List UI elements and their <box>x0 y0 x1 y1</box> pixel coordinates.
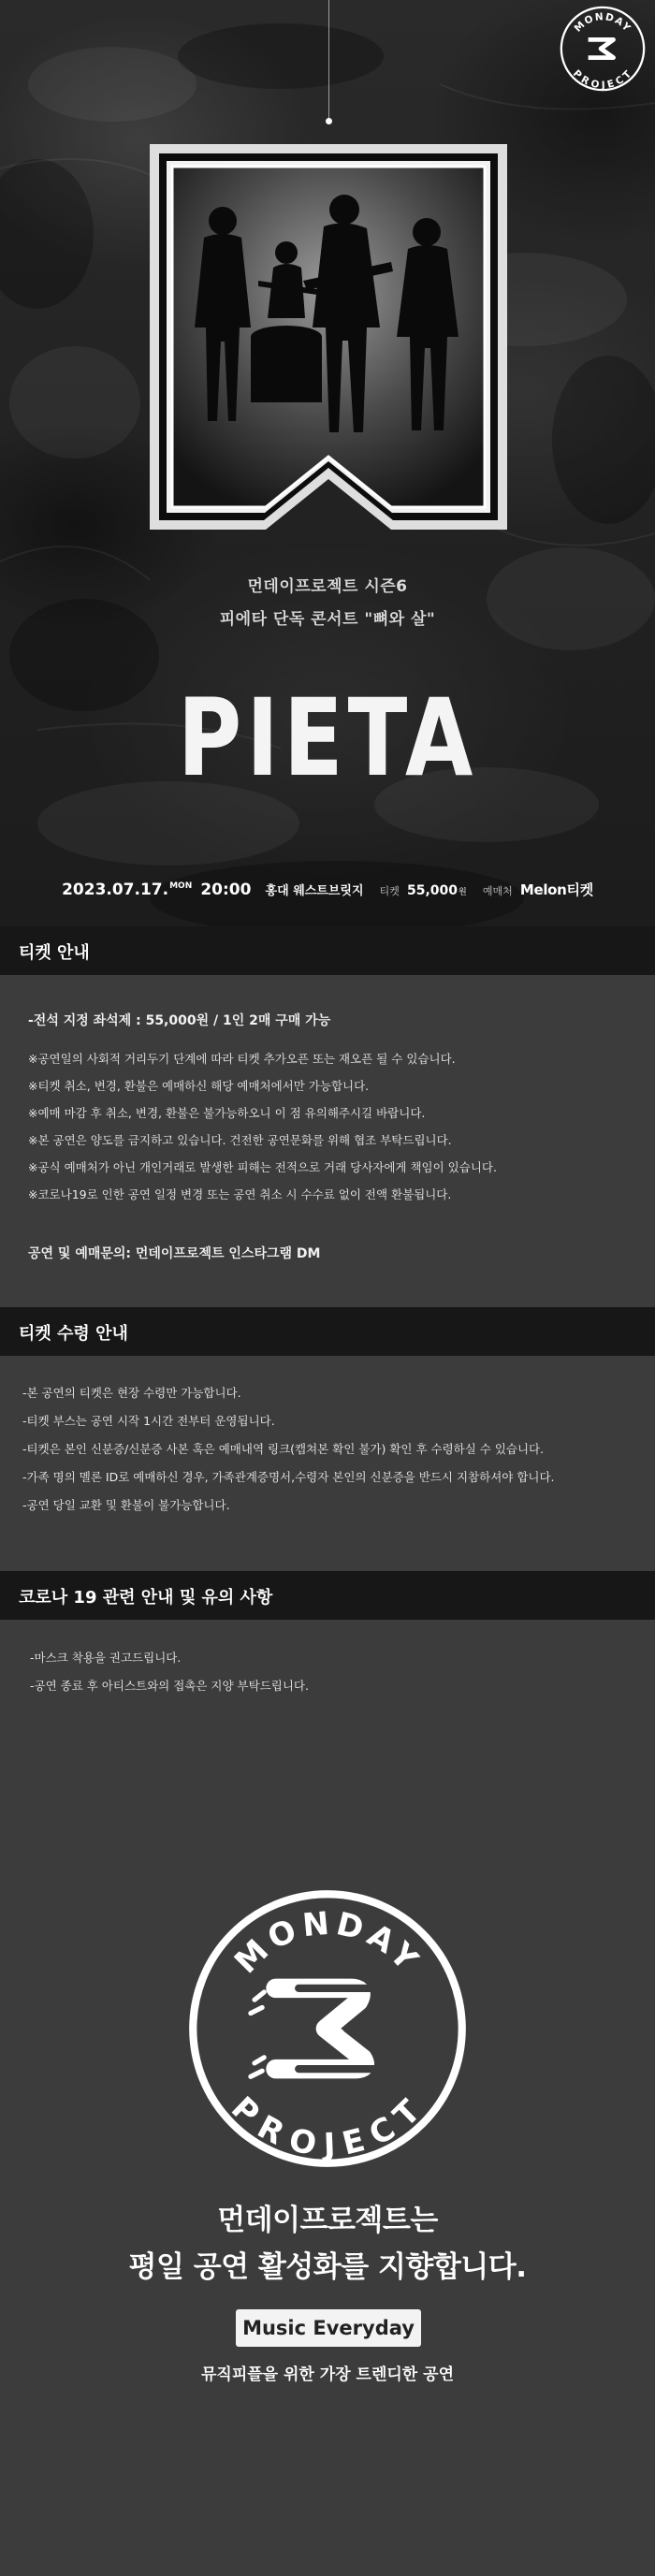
event-venue: 홍대 웨스트브릿지 <box>265 884 364 898</box>
footer-headline-2: 평일 공연 활성화를 지향합니다. <box>128 2250 527 2284</box>
notice-line: ※공연일의 사회적 거리두기 단계에 따라 티켓 추가오픈 또는 재오픈 될 수 있습니다. <box>28 1052 456 1066</box>
event-date: 2023.07.17. <box>62 880 169 899</box>
sigma-legs-mark <box>251 1988 386 2076</box>
covid-line: -마스크 착용을 권고드립니다. <box>30 1651 182 1665</box>
hero-banner <box>0 0 655 926</box>
ticket-price: 55,000 <box>407 883 458 898</box>
event-info-bar <box>0 880 655 899</box>
notice-line: ※예매 마감 후 취소, 변경, 환불은 불가능하오니 이 점 유의해주시길 바랍니다. <box>28 1106 426 1120</box>
event-day: MON <box>169 881 193 891</box>
ticket-label: 티켓 <box>379 885 400 897</box>
badge-bottom-text: PROJECT <box>570 67 635 92</box>
hero-subtitle-season: 먼데이프로젝트 시즌6 <box>247 577 408 596</box>
price-unit: 원 <box>458 888 467 897</box>
m-frame-photo <box>146 140 511 533</box>
logo-top-text: MONDAY <box>226 1904 429 1981</box>
seller-label: 예매처 <box>482 885 513 897</box>
pickup-line: -공연 당일 교환 및 환불이 불가능합니다. <box>22 1498 230 1512</box>
sigma-mark <box>589 39 614 57</box>
footer-headline-1: 먼데이프로젝트는 <box>217 2204 438 2237</box>
monday-project-logo <box>183 1885 472 2173</box>
music-everyday-tag: Music Everyday <box>236 2309 421 2347</box>
logo-bottom-text: PROJECT <box>224 2089 431 2164</box>
hanging-dot <box>326 118 332 124</box>
event-time: 20:00 <box>200 880 252 899</box>
notice-line: ※공식 예매처가 아닌 개인거래로 발생한 피해는 전적으로 거래 당사자에게 책임이 있습니다. <box>28 1160 497 1174</box>
svg-text:PROJECT <box>571 68 634 92</box>
seat-price-line: -전석 지정 좌석제 : 55,000원 / 1인 2매 구매 가능 <box>28 1013 331 1028</box>
svg-text:MONDAY <box>573 11 633 35</box>
section-title: 코로나 19 관련 안내 및 유의 사항 <box>19 1588 273 1608</box>
contact-line: 공연 및 예매문의: 먼데이프로젝트 인스타그램 DM <box>28 1246 321 1261</box>
pickup-line: -티켓 부스는 공연 시작 1시간 전부터 운영됩니다. <box>22 1414 275 1428</box>
section-ticket-pickup-header <box>0 1307 655 1356</box>
seller-name: Melon티켓 <box>519 881 593 898</box>
badge-top-text: MONDAY <box>572 10 633 35</box>
notice-line: ※티켓 취소, 변경, 환불은 예매하신 해당 예매처에서만 가능합니다. <box>28 1079 370 1093</box>
svg-text:PROJECT <box>225 2089 430 2163</box>
covid-line: -공연 종료 후 아티스트와의 접촉은 지양 부탁드립니다. <box>30 1679 309 1693</box>
pickup-line: -티켓은 본인 신분증/신분증 사본 혹은 예매내역 링크(캡쳐본 확인 불가) 확인 후 수령하실 수 있습니다. <box>22 1442 545 1456</box>
monday-project-badge <box>558 4 648 94</box>
notice-line: ※코로나19로 인한 공연 일정 변경 또는 공연 취소 시 수수료 없이 전액 환불됩니다. <box>28 1187 452 1201</box>
section-title: 티켓 안내 <box>19 943 90 963</box>
footer-tagline: 뮤직피플을 위한 가장 트렌디한 공연 <box>200 2365 454 2384</box>
section-title: 티켓 수령 안내 <box>19 1324 128 1344</box>
pickup-line: -가족 명의 멜론 ID로 예매하신 경우, 가족관계증명서,수령자 본인의 신분증을 반드시 지참하셔야 합니다. <box>22 1470 555 1484</box>
hanging-wire <box>328 0 329 120</box>
section-covid-header <box>0 1571 655 1620</box>
section-ticket-info-header <box>0 926 655 975</box>
notice-line: ※본 공연은 양도를 금지하고 있습니다. 건전한 공연문화를 위해 협조 부탁드립니다. <box>28 1133 452 1147</box>
pickup-line: -본 공연의 티켓은 현장 수령만 가능합니다. <box>22 1386 241 1400</box>
hero-subtitle-concert: 피에타 단독 콘서트 "뼈와 살" <box>219 610 436 629</box>
hero-title: PIETA <box>177 676 478 800</box>
